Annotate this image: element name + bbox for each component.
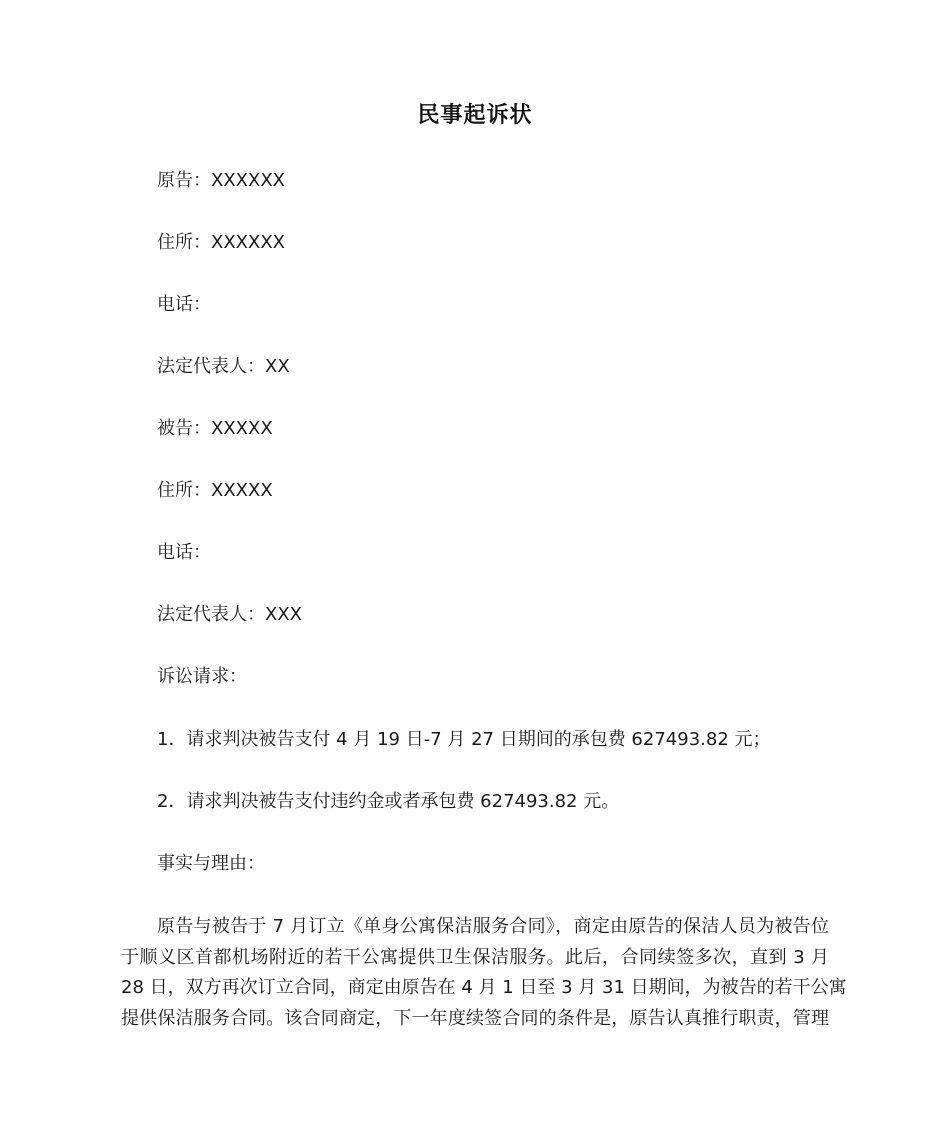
- document-title: 民事起诉状: [417, 103, 533, 128]
- paragraph-line: 提供保洁服务合同。该合同商定，下一年度续签合同的条件是，原告认真推行职责，管理: [121, 1007, 829, 1029]
- defendant-address-line: 住所：XXXXX: [157, 480, 273, 501]
- paragraph-line: 于顺义区首都机场附近的若干公寓提供卫生保洁服务。此后，合同续签多次，直到 3 月: [121, 946, 829, 968]
- plaintiff-address-line: 住所：XXXXXX: [157, 232, 285, 253]
- defendant-phone-line: 电话：: [157, 542, 211, 563]
- claim-item-2: 2．请求判决被告支付违约金或者承包费 627493.82 元。: [157, 791, 620, 812]
- paragraph-line: 28 日，双方再次订立合同，商定由原告在 4 月 1 日至 3 月 31 日期间，为被告的若干公寓: [121, 977, 847, 998]
- facts-paragraph: [121, 912, 847, 1034]
- claim-item-1: 1．请求判决被告支付 4 月 19 日-7 月 27 日期间的承包费 627493.82 元；: [157, 729, 771, 750]
- claims-heading: 诉讼请求：: [157, 666, 247, 687]
- defendant-representative-line: 法定代表人：XXX: [157, 604, 302, 625]
- plaintiff-representative-line: 法定代表人：XX: [157, 356, 290, 377]
- paragraph-line: 原告与被告于 7 月订立《单身公寓保洁服务合同》，商定由原告的保洁人员为被告位: [157, 916, 829, 937]
- plaintiff-line: 原告：XXXXXX: [157, 170, 285, 191]
- facts-heading: 事实与理由：: [157, 853, 265, 874]
- defendant-line: 被告：XXXXX: [157, 418, 273, 439]
- plaintiff-phone-line: 电话：: [157, 294, 211, 315]
